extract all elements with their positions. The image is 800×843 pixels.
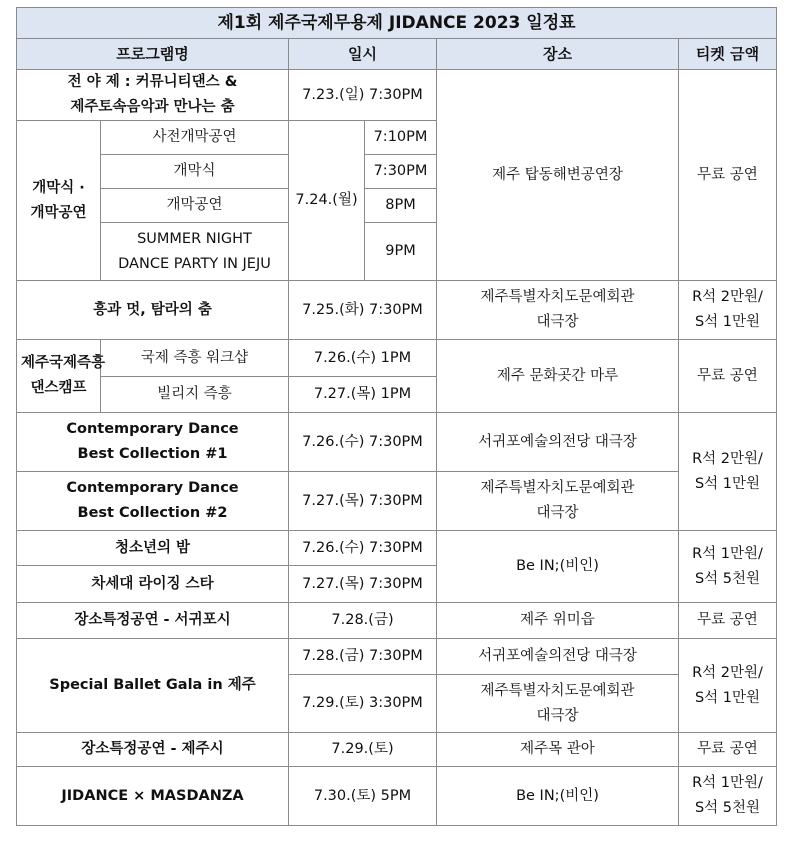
- program-cell: 차세대 라이징 스타: [17, 566, 289, 603]
- date-cell: 7.24.(월): [289, 121, 365, 281]
- program-line: Contemporary Dance: [66, 421, 239, 437]
- ticket-cell: [679, 531, 777, 603]
- program-cell: 국제 즉흥 워크샵: [101, 340, 289, 377]
- program-cell: [17, 413, 289, 472]
- venue-cell: [437, 472, 679, 531]
- table-row: [17, 639, 777, 675]
- venue-line: 제주특별자치도문예회관: [480, 289, 635, 305]
- group-cell: [17, 121, 101, 281]
- venue-line: 대극장: [536, 314, 579, 330]
- ticket-line: S석 5천원: [694, 570, 761, 587]
- venue-line: 제주특별자치도문예회관: [480, 682, 635, 699]
- time-cell: 9PM: [365, 223, 437, 281]
- program-line: Best Collection #2: [77, 505, 228, 521]
- datetime-cell: 7.27.(목) 7:30PM: [289, 566, 437, 603]
- ticket-line: R석 2만원/: [692, 289, 763, 305]
- header-datetime: 일시: [289, 39, 437, 70]
- datetime-cell: 7.25.(화) 7:30PM: [289, 281, 437, 340]
- venue-cell: 제주 위미읍: [437, 603, 679, 639]
- datetime-cell: 7.28.(금): [289, 603, 437, 639]
- venue-cell: Be IN;(비인): [437, 531, 679, 603]
- program-line: DANCE PARTY IN JEJU: [118, 255, 271, 272]
- ticket-cell: 무료 공연: [679, 603, 777, 639]
- datetime-cell: 7.27.(목) 7:30PM: [289, 472, 437, 531]
- table-row: [17, 281, 777, 340]
- table-row: [17, 472, 777, 531]
- ticket-cell: 무료 공연: [679, 70, 777, 281]
- venue-cell: Be IN;(비인): [437, 767, 679, 826]
- datetime-cell: 7.28.(금) 7:30PM: [289, 639, 437, 675]
- schedule-container: [16, 7, 776, 826]
- group-line: 댄스캠프: [30, 380, 87, 396]
- ticket-line: S석 1만원: [694, 314, 761, 330]
- datetime-cell: 7.23.(일) 7:30PM: [289, 70, 437, 121]
- program-cell: Special Ballet Gala in 제주: [17, 639, 289, 733]
- program-cell: JIDANCE × MASDANZA: [17, 767, 289, 826]
- ticket-line: R석 1만원/: [692, 775, 763, 791]
- group-cell: [17, 340, 106, 413]
- datetime-cell: 7.30.(토) 5PM: [289, 767, 437, 826]
- table-row: [17, 531, 777, 566]
- datetime-cell: 7.26.(수) 7:30PM: [289, 413, 437, 472]
- program-cell: 흥과 멋, 탐라의 춤: [17, 281, 289, 340]
- program-line: Contemporary Dance: [66, 480, 239, 496]
- program-cell: 개막공연: [101, 189, 289, 223]
- table-row: [17, 70, 777, 121]
- ticket-cell: [679, 413, 777, 531]
- table-row: [17, 767, 777, 826]
- table-row: [17, 340, 777, 377]
- program-cell: 개막식: [101, 155, 289, 189]
- program-line: Best Collection #1: [77, 446, 228, 462]
- program-cell: [17, 472, 289, 531]
- venue-cell: [437, 281, 679, 340]
- ticket-cell: 무료 공연: [679, 733, 777, 767]
- ticket-cell: [679, 281, 777, 340]
- time-cell: 8PM: [365, 189, 437, 223]
- venue-cell: 제주 문화곳간 마루: [437, 340, 679, 413]
- schedule-table: [16, 7, 777, 826]
- ticket-line: S석 1만원: [694, 475, 761, 492]
- ticket-line: R석 2만원/: [692, 664, 763, 681]
- title-row: [17, 8, 777, 39]
- venue-cell: 제주목 관아: [437, 733, 679, 767]
- venue-cell: 서귀포예술의전당 대극장: [437, 639, 679, 675]
- program-cell: 빌리지 즉흥: [101, 377, 289, 413]
- program-line: 전 야 제 : 커뮤니티댄스 &: [67, 74, 238, 90]
- ticket-cell: [679, 767, 777, 826]
- program-line: 제주토속음악과 만나는 춤: [70, 99, 235, 115]
- datetime-cell: 7.29.(토): [289, 733, 437, 767]
- program-cell: 장소특정공연 - 서귀포시: [17, 603, 289, 639]
- table-row: [17, 603, 777, 639]
- header-venue: 장소: [437, 39, 679, 70]
- group-line: 개막공연: [30, 204, 87, 221]
- table-row: [17, 413, 777, 472]
- program-cell: 청소년의 밤: [17, 531, 289, 566]
- program-cell: 사전개막공연: [101, 121, 289, 155]
- datetime-cell: 7.26.(수) 7:30PM: [289, 531, 437, 566]
- table-row: [17, 733, 777, 767]
- group-line: 개막식 ·: [32, 179, 85, 196]
- ticket-cell: 무료 공연: [679, 340, 777, 413]
- ticket-cell: [679, 639, 777, 733]
- ticket-line: R석 2만원/: [692, 450, 763, 467]
- group-line: 제주국제즉흥: [21, 355, 106, 371]
- datetime-cell: 7.29.(토) 3:30PM: [289, 675, 437, 733]
- header-row: [17, 39, 777, 70]
- program-cell: 장소특정공연 - 제주시: [17, 733, 289, 767]
- venue-line: 대극장: [536, 707, 579, 724]
- venue-cell: 서귀포예술의전당 대극장: [437, 413, 679, 472]
- time-cell: 7:30PM: [365, 155, 437, 189]
- ticket-line: S석 1만원: [694, 689, 761, 706]
- time-cell: 7:10PM: [365, 121, 437, 155]
- ticket-line: R석 1만원/: [692, 545, 763, 562]
- program-line: SUMMER NIGHT: [137, 230, 252, 247]
- header-ticket: 티켓 금액: [679, 39, 777, 70]
- schedule-title: 제1회 제주국제무용제 JIDANCE 2023 일정표: [17, 8, 777, 39]
- ticket-line: S석 5천원: [694, 800, 761, 816]
- venue-cell: [437, 675, 679, 733]
- program-cell: [101, 223, 289, 281]
- header-program: 프로그램명: [17, 39, 289, 70]
- program-cell: [17, 70, 289, 121]
- datetime-cell: 7.26.(수) 1PM: [289, 340, 437, 377]
- datetime-cell: 7.27.(목) 1PM: [289, 377, 437, 413]
- venue-cell: 제주 탑동해변공연장: [437, 70, 679, 281]
- venue-line: 대극장: [536, 505, 579, 521]
- venue-line: 제주특별자치도문예회관: [480, 480, 635, 496]
